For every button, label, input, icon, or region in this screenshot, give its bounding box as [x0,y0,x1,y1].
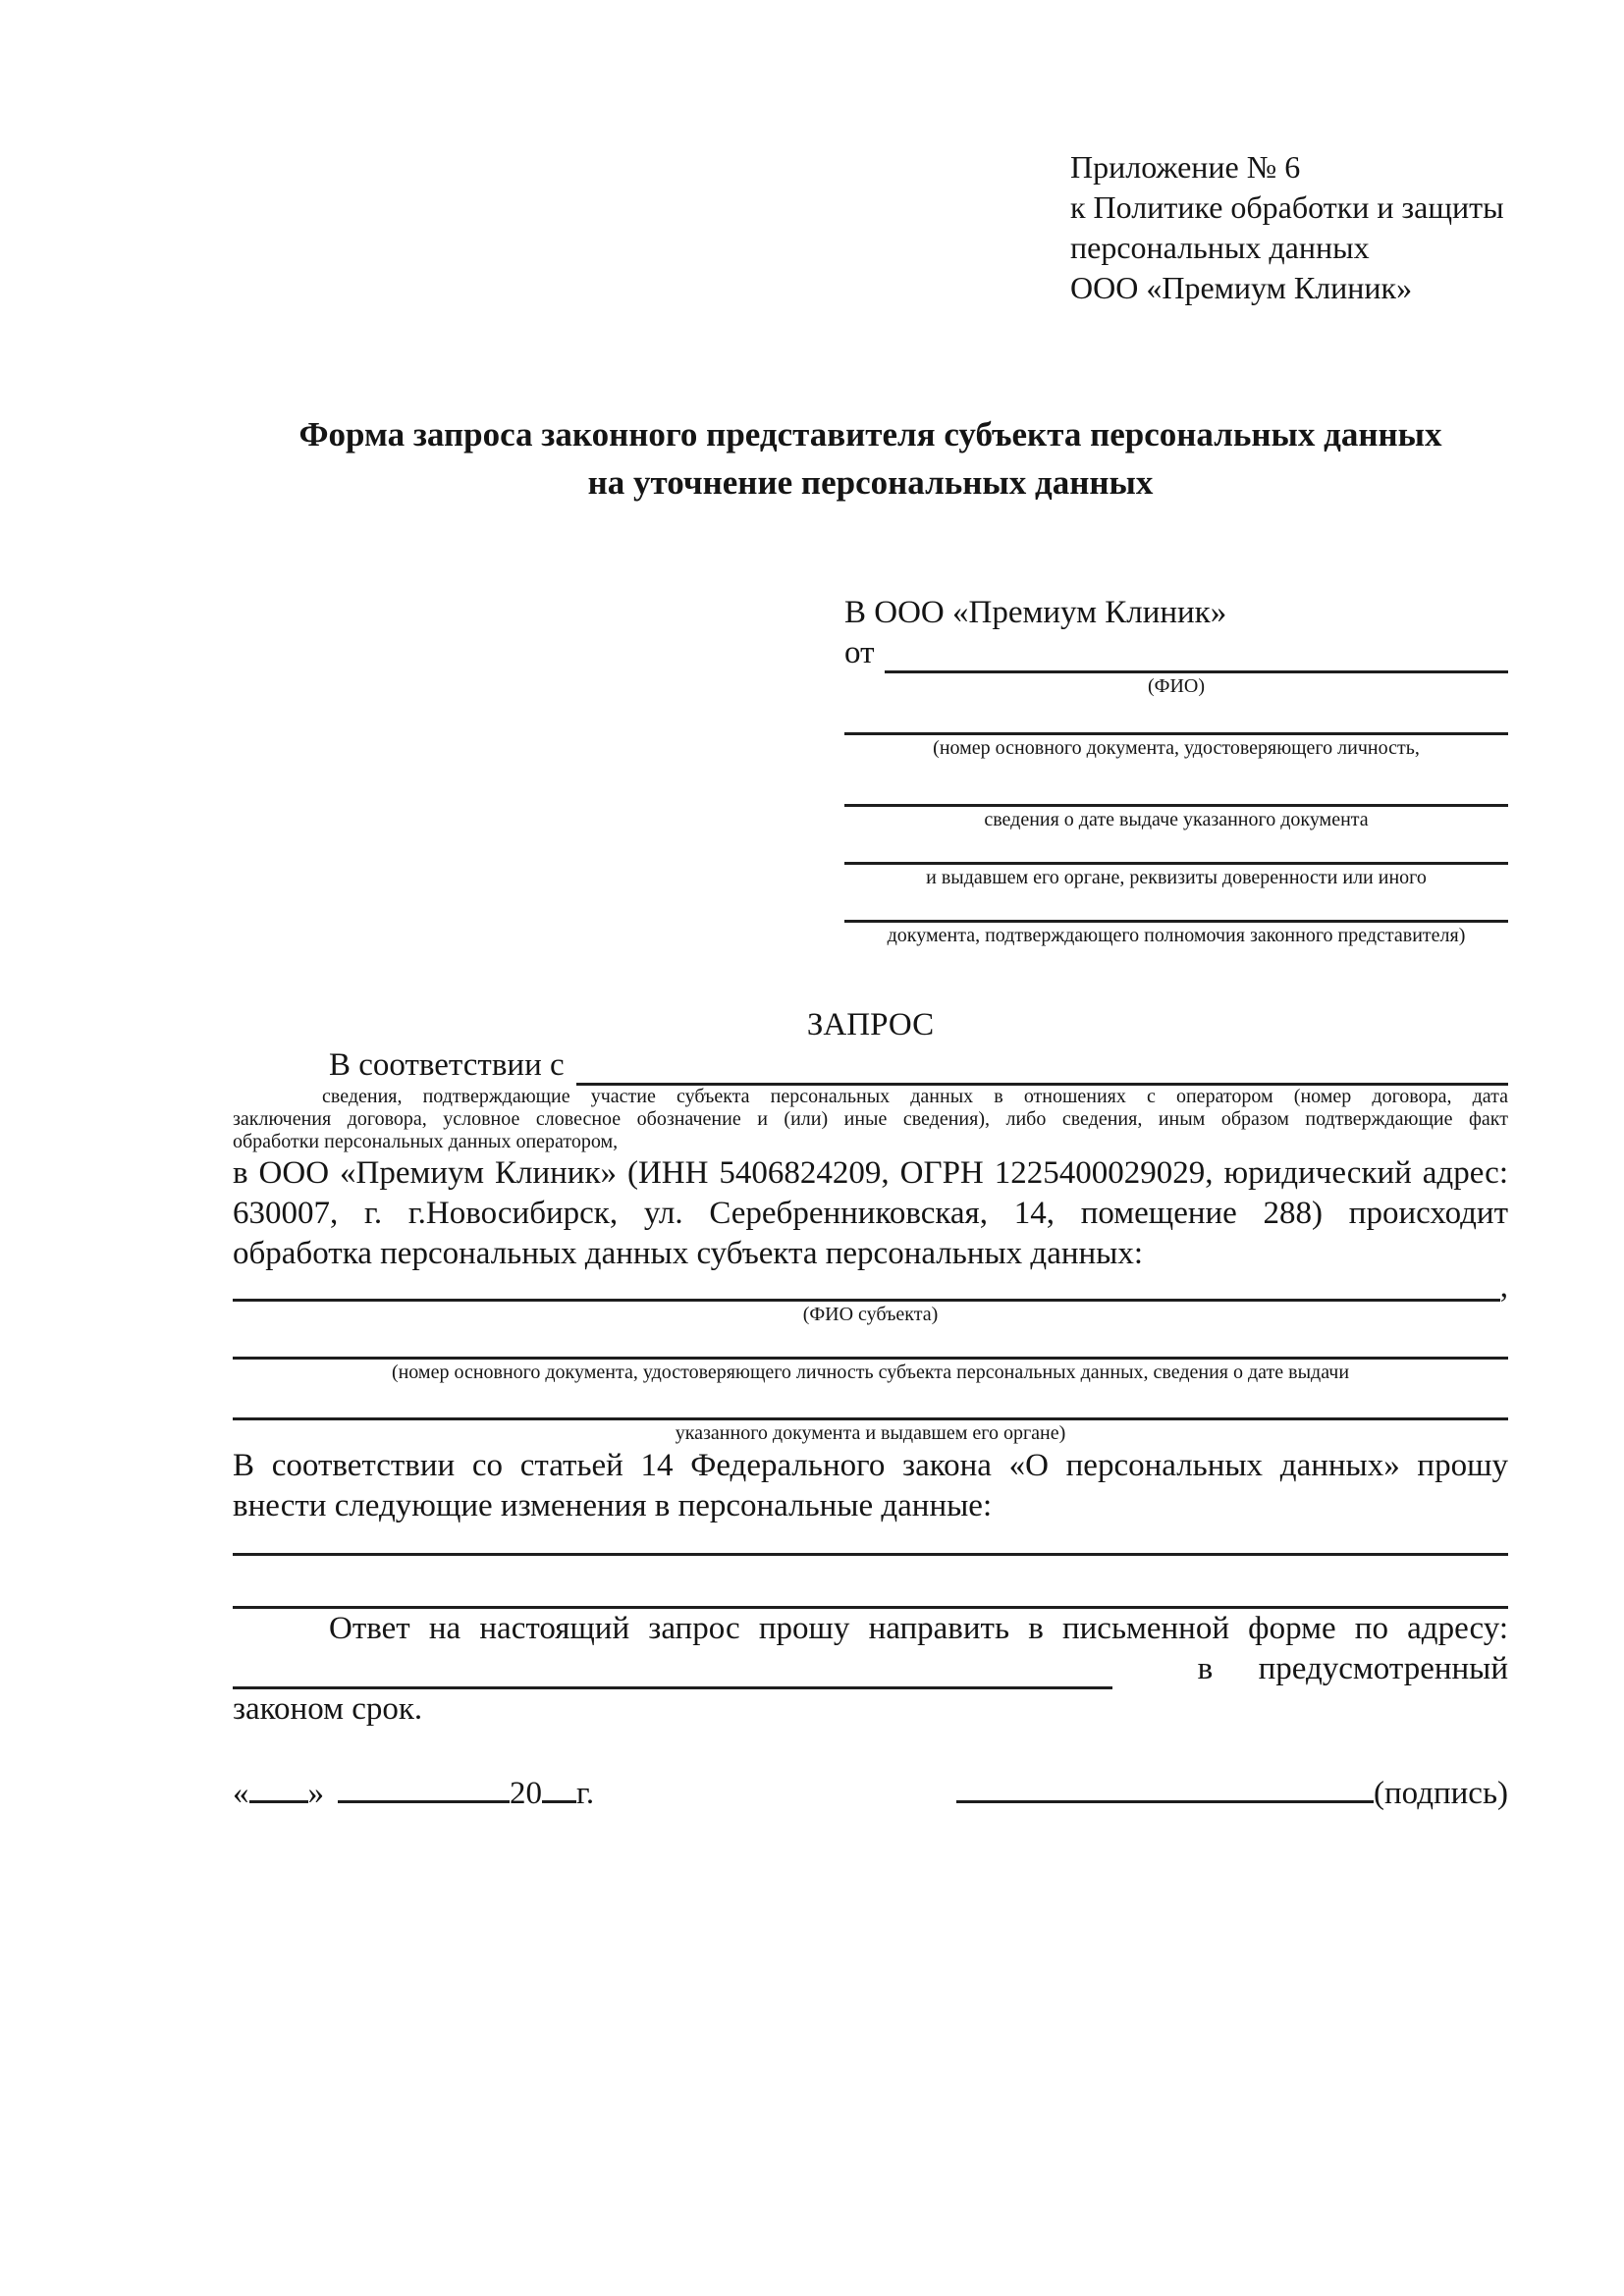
accordance-note [233,1086,1508,1153]
date-close-quote: » [307,1776,324,1811]
operator-paragraph [233,1153,1508,1274]
reply-word: в [1197,1651,1214,1686]
operator-line: обработка персональных данных субъекта персональных данных: [233,1236,1143,1271]
issue-date-caption: сведения о дате выдаче указанного документа [984,809,1369,830]
article-line: внести следующие изменения в персональные данные: [233,1488,993,1523]
issuing-authority-caption: и выдавшем его органе, реквизиты доверенности или иного [926,867,1427,888]
addressee-organization: В ООО «Премиум Клиник» [844,595,1227,630]
subject-authority-blank-line [233,1385,1508,1420]
accordance-prefix: В соответствии с [329,1047,565,1083]
changes-blank-line [233,1526,1508,1556]
operator-line: в ООО «Премиум Клиник» (ИНН 5406824209, ОГРН 1225400029029, юридический адрес: [233,1155,1508,1191]
document-caption: (номер основного документа, удостоверяющего личность, [933,737,1420,759]
representative-document-blank-line [844,699,1508,735]
date-year-blank [542,1771,576,1803]
changes-blank-line [233,1556,1508,1609]
subject-fio-caption: (ФИО субъекта) [802,1304,939,1325]
reply-line: Ответ на настоящий запрос прошу направить в письменной форме по адресу: [329,1611,1508,1646]
reply-paragraph [233,1609,1508,1730]
authority-document-caption: документа, подтверждающего полномочия законного представителя) [887,925,1466,946]
subject-document-caption: (номер основного документа, удостоверяющего личность субъекта персональных данных, сведения о дате выдачи [391,1362,1350,1383]
addressee-block [844,593,1508,948]
date-open-quote: « [233,1776,249,1811]
fio-caption: (ФИО) [1147,675,1205,697]
appendix-line: к Политике обработки и защиты [1070,189,1504,225]
title-line: Форма запроса законного представителя субъекта персональных данных [298,415,1442,454]
appendix-line: Приложение № 6 [1070,149,1301,185]
signature-blank-line [956,1771,1374,1803]
date-day-blank [249,1771,308,1803]
operator-line: 630007, г. г.Новосибирск, ул. Серебренниковская, 14, помещение 288) происходит [233,1196,1508,1231]
request-heading: ЗАПРОС [806,1007,935,1042]
reply-address-row [233,1649,1508,1689]
note-line: заключения договора, условное словесное обозначение и (или) иные сведения), либо сведения, иным образом подтверждающие факт [233,1108,1508,1130]
appendix-line: ООО «Премиум Клиник» [1070,270,1413,305]
subject-name-row [233,1269,1508,1305]
from-row [844,633,1508,673]
subject-document-blank-line [233,1327,1508,1360]
document-issue-date-blank-line [844,761,1508,807]
from-label: от [844,635,875,670]
appendix-line: персональных данных [1070,230,1370,265]
note-line: сведения, подтверждающие участие субъекта персональных данных в отношениях с оператором (номер договора, дата [322,1086,1508,1107]
signature-caption: (подпись) [1374,1776,1508,1811]
footer-row [233,1771,1508,1814]
subject-authority-caption: указанного документа и выдавшем его органе) [675,1422,1066,1444]
date-year-suffix: г. [576,1776,595,1811]
date-month-blank [338,1771,510,1803]
article-paragraph [233,1446,1508,1526]
article-line: В соответствии со статьей 14 Федерального закона «О персональных данных» прошу [233,1448,1508,1483]
authority-document-blank-line [844,890,1508,923]
accordance-row [233,1045,1508,1086]
document-title [233,410,1508,507]
reply-word: предусмотренный [1258,1651,1508,1686]
subject-name-comma: , [1499,1269,1508,1305]
date-field [233,1771,594,1814]
signature-field [956,1771,1508,1814]
date-year-prefix: 20 [510,1776,542,1811]
appendix-note [1070,147,1508,308]
note-line: обработки персональных данных оператором, [233,1131,619,1152]
issuing-authority-blank-line [844,832,1508,865]
reply-line: законом срок. [233,1691,423,1727]
title-line: на уточнение персональных данных [587,463,1154,502]
